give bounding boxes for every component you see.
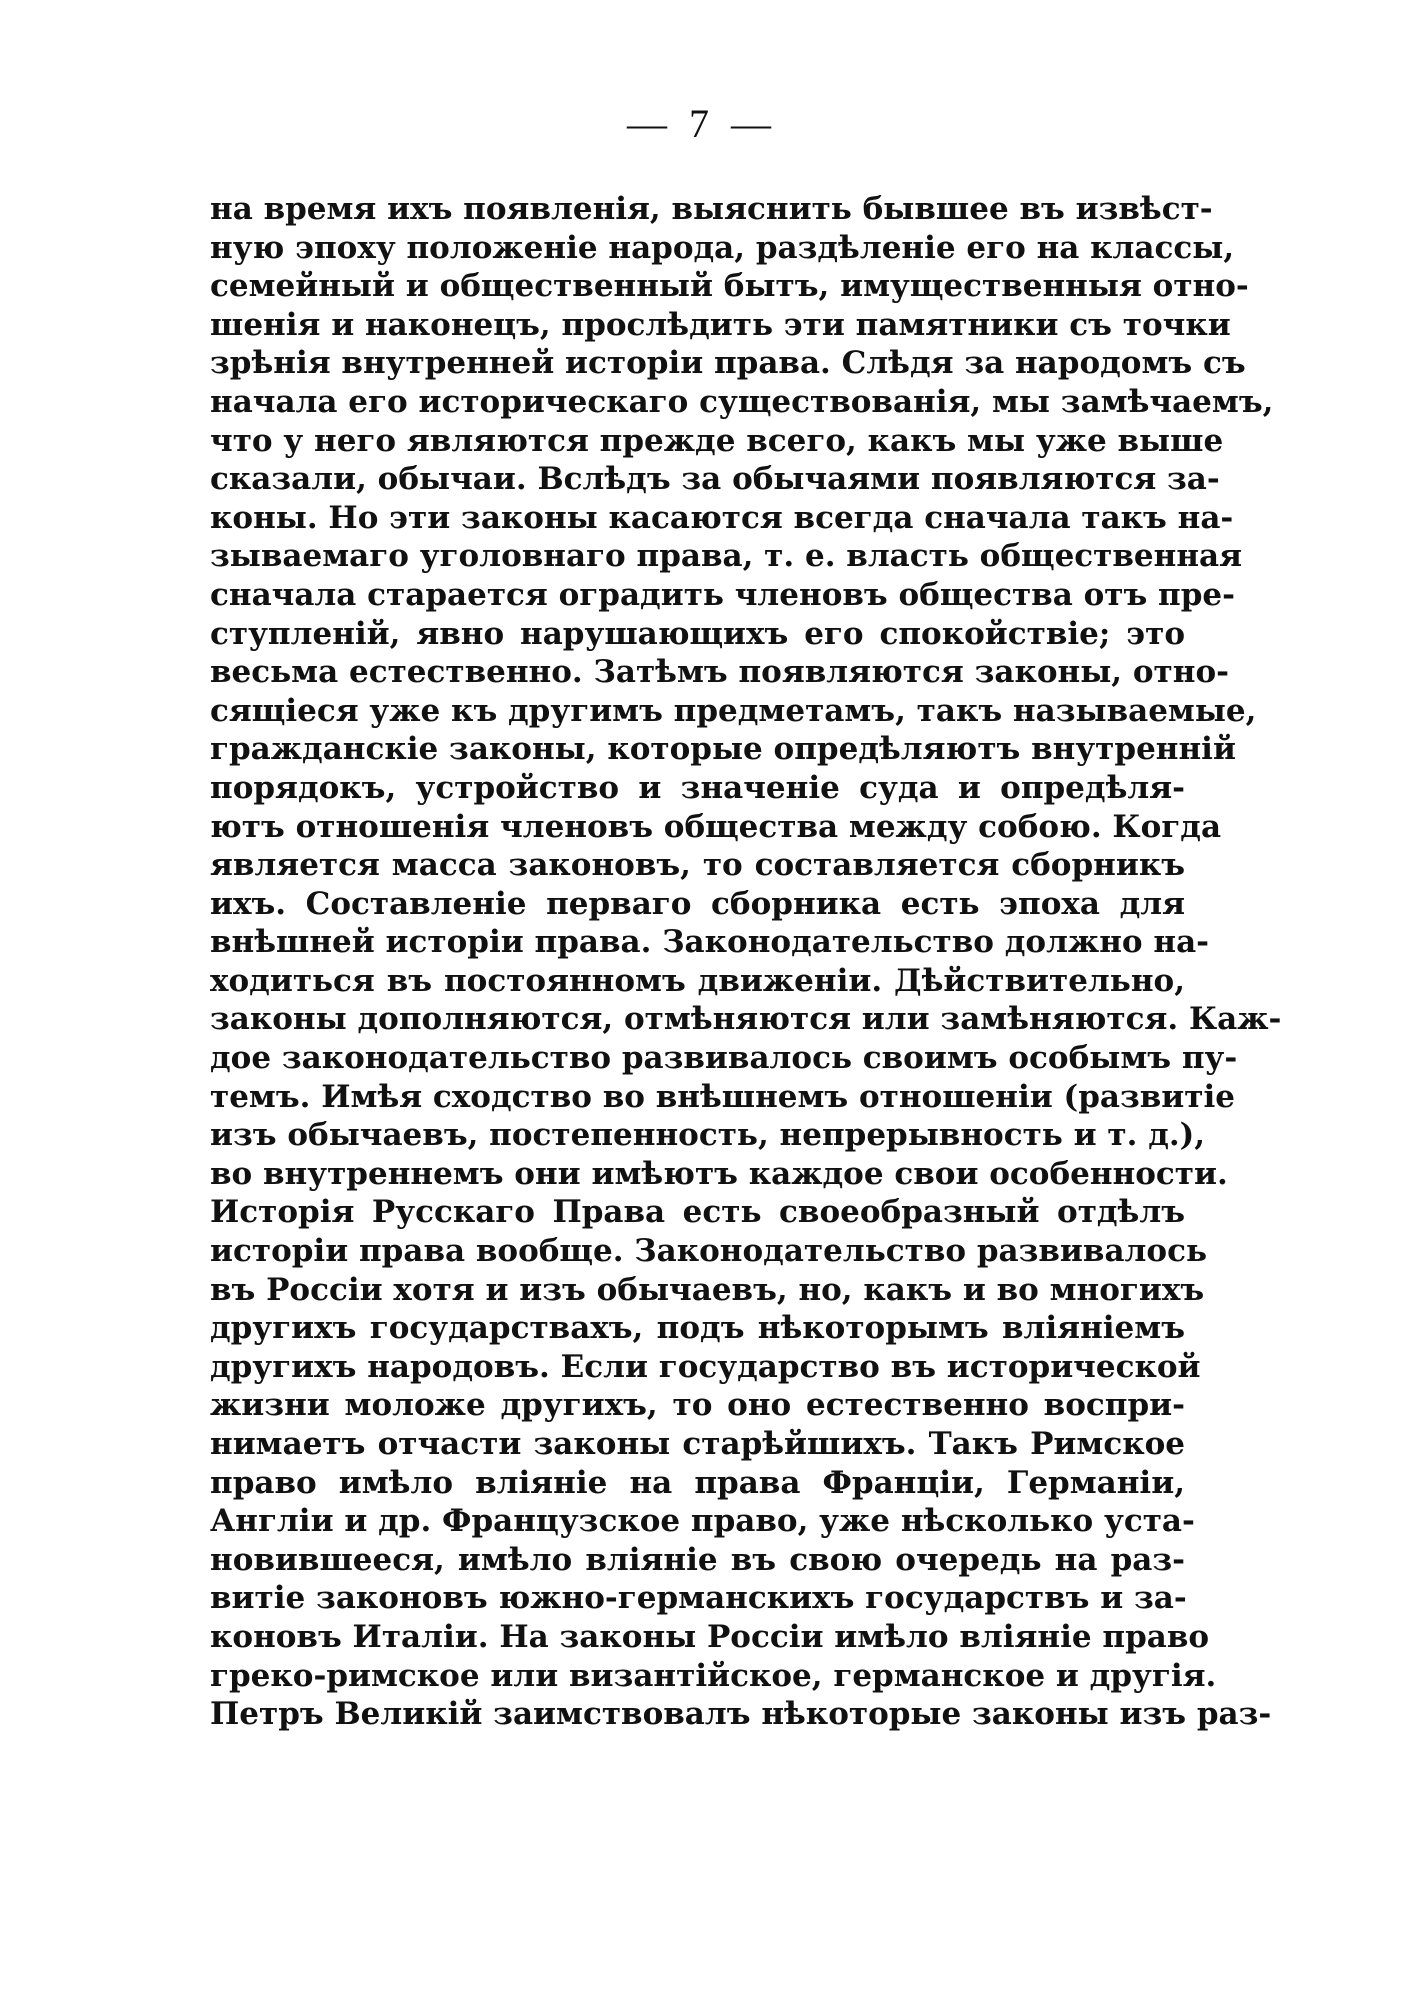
text-line: гражданскіе законы, которые опредѣляютъ внутренній [210,731,1236,768]
text-line: сначала старается оградить членовъ общества отъ пре- [210,576,1236,613]
text-line: начала его историческаго существованія, мы замѣчаемъ, [210,383,1274,420]
text-line: греко-римское или византійское, германское и другія. [210,1657,1217,1694]
text-line: нимаетъ отчасти законы старѣйшихъ. Такъ Римское [210,1426,1185,1462]
text-line: ихъ. Составленіе перваго сборника есть эпоха для [210,885,1185,922]
text-line: сказали, обычаи. Вслѣдъ за обычаями появляются за- [210,461,1220,498]
text-line: исторіи права вообще. Законодательство развивалось [210,1233,1207,1270]
text-line: зрѣнія внутренней исторіи права. Слѣдя за народомъ съ [210,345,1246,382]
text-line: Англіи и др. Французское право, уже нѣсколько уста- [210,1503,1195,1540]
text-line: жизни моложе другихъ, то оно естественно воспри- [210,1387,1185,1424]
text-line: ную эпоху положеніе народа, раздѣленіе его на классы, [210,229,1235,266]
text-line: порядокъ, устройство и значеніе суда и опредѣля- [210,769,1185,806]
text-line: является масса законовъ, то составляется сборникъ [210,847,1185,884]
text-line: другихъ государствахъ, подъ нѣкоторымъ вліяніемъ [210,1310,1185,1347]
text-line: ступленій, явно нарушающихъ его спокойствіе; это [210,615,1185,652]
text-line: законы дополняются, отмѣняются или замѣняются. Каж- [210,1001,1282,1038]
text-line: семейный и общественный бытъ, имущественныя отно- [210,268,1249,305]
text-line: во внутреннемъ они имѣютъ каждое свои особенности. [210,1155,1228,1192]
page-number: — 7 — [627,101,777,146]
text-line: Исторія Русскаго Права есть своеобразный отдѣлъ [210,1194,1185,1231]
text-line: другихъ народовъ. Если государство въ исторической [210,1348,1201,1385]
text-line: новившееся, имѣло вліяніе въ свою очередь на раз- [210,1541,1185,1578]
body-text [210,190,1282,1734]
text-line: шенія и наконецъ, прослѣдить эти памятники съ точки [210,306,1231,343]
text-line: темъ. Имѣя сходство во внѣшнемъ отношеніи (развитіе [210,1078,1235,1115]
text-line: коны. Но эти законы касаются всегда сначала такъ на- [210,499,1234,536]
text-line: зываемаго уголовнаго права, т. е. власть общественная [210,538,1243,575]
text-line: Петръ Великій заимствовалъ нѣкоторые законы изъ раз- [210,1696,1272,1733]
text-line: сящіеся уже къ другимъ предметамъ, такъ называемые, [210,692,1257,729]
text-line: дое законодательство развивалось своимъ особымъ пу- [210,1040,1238,1077]
text-line: витіе законовъ южно-германскихъ государствъ и за- [210,1580,1187,1617]
text-line: весьма естественно. Затѣмъ появляются законы, отно- [210,654,1229,691]
text-line: внѣшней исторіи права. Законодательство должно на- [210,924,1210,961]
text-line: изъ обычаевъ, постепенность, непрерывность и т. д.), [210,1117,1206,1154]
text-line: право имѣло вліяніе на права Франціи, Германіи, [210,1464,1185,1501]
text-line: на время ихъ появленія, выяснить бывшее въ извѣст- [210,191,1213,227]
text-line: ютъ отношенія членовъ общества между собою. Когда [210,808,1222,845]
text-line: ходиться въ постоянномъ движеніи. Дѣйствительно, [210,962,1185,999]
text-line: что у него являются прежде всего, какъ мы уже выше [210,422,1224,459]
text-line: коновъ Италіи. На законы Россіи имѣло вліяніе право [210,1618,1210,1655]
text-line: въ Россіи хотя и изъ обычаевъ, но, какъ и во многихъ [210,1271,1205,1308]
